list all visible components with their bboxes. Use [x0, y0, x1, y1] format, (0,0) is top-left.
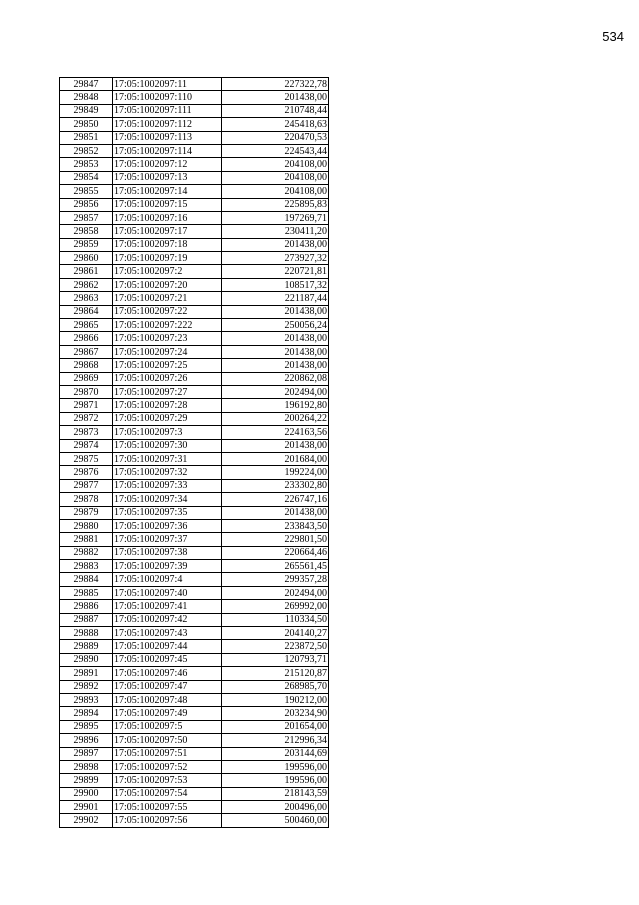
cadastral-number-cell: 17:05:1002097:29 — [113, 412, 222, 425]
table-row — [60, 131, 329, 144]
row-number-cell: 29866 — [60, 332, 113, 345]
cadastral-number-cell: 17:05:1002097:13 — [113, 171, 222, 184]
value-cell: 202494,00 — [222, 586, 329, 599]
cadastral-number-cell: 17:05:1002097:32 — [113, 466, 222, 479]
table-row — [60, 720, 329, 733]
cadastral-number-cell: 17:05:1002097:49 — [113, 707, 222, 720]
table-row — [60, 265, 329, 278]
row-number-cell: 29898 — [60, 760, 113, 773]
table-row — [60, 439, 329, 452]
cadastral-number-cell: 17:05:1002097:24 — [113, 345, 222, 358]
table-row — [60, 225, 329, 238]
table-row — [60, 707, 329, 720]
cadastral-number-cell: 17:05:1002097:41 — [113, 600, 222, 613]
value-cell: 218143,59 — [222, 787, 329, 800]
row-number-cell: 29876 — [60, 466, 113, 479]
cadastral-number-cell: 17:05:1002097:28 — [113, 399, 222, 412]
value-cell: 212996,34 — [222, 734, 329, 747]
cadastral-number-cell: 17:05:1002097:52 — [113, 760, 222, 773]
value-cell: 202494,00 — [222, 385, 329, 398]
value-cell: 245418,63 — [222, 118, 329, 131]
cadastral-number-cell: 17:05:1002097:14 — [113, 185, 222, 198]
value-cell: 224163,56 — [222, 426, 329, 439]
table-row — [60, 640, 329, 653]
row-number-cell: 29902 — [60, 814, 113, 827]
cadastral-number-cell: 17:05:1002097:23 — [113, 332, 222, 345]
cadastral-number-cell: 17:05:1002097:47 — [113, 680, 222, 693]
row-number-cell: 29851 — [60, 131, 113, 144]
table-row — [60, 292, 329, 305]
table-row — [60, 787, 329, 800]
value-cell: 220470,53 — [222, 131, 329, 144]
cadastral-number-cell: 17:05:1002097:25 — [113, 359, 222, 372]
value-cell: 204108,00 — [222, 185, 329, 198]
table-row — [60, 586, 329, 599]
row-number-cell: 29896 — [60, 734, 113, 747]
value-cell: 200264,22 — [222, 412, 329, 425]
cadastral-number-cell: 17:05:1002097:11 — [113, 78, 222, 91]
row-number-cell: 29873 — [60, 426, 113, 439]
cadastral-number-cell: 17:05:1002097:3 — [113, 426, 222, 439]
row-number-cell: 29875 — [60, 452, 113, 465]
value-cell: 226747,16 — [222, 493, 329, 506]
row-number-cell: 29887 — [60, 613, 113, 626]
cadastral-number-cell: 17:05:1002097:51 — [113, 747, 222, 760]
table-row — [60, 801, 329, 814]
value-cell: 199596,00 — [222, 760, 329, 773]
value-cell: 199224,00 — [222, 466, 329, 479]
table-row — [60, 198, 329, 211]
row-number-cell: 29871 — [60, 399, 113, 412]
cadastral-number-cell: 17:05:1002097:17 — [113, 225, 222, 238]
value-cell: 110334,50 — [222, 613, 329, 626]
cadastral-number-cell: 17:05:1002097:50 — [113, 734, 222, 747]
table-row — [60, 345, 329, 358]
cadastral-number-cell: 17:05:1002097:46 — [113, 667, 222, 680]
value-cell: 201438,00 — [222, 506, 329, 519]
cadastral-number-cell: 17:05:1002097:16 — [113, 211, 222, 224]
row-number-cell: 29870 — [60, 385, 113, 398]
table-row — [60, 91, 329, 104]
table-row — [60, 519, 329, 532]
table-row — [60, 78, 329, 91]
row-number-cell: 29854 — [60, 171, 113, 184]
row-number-cell: 29892 — [60, 680, 113, 693]
row-number-cell: 29872 — [60, 412, 113, 425]
value-cell: 220664,46 — [222, 546, 329, 559]
value-cell: 227322,78 — [222, 78, 329, 91]
row-number-cell: 29848 — [60, 91, 113, 104]
row-number-cell: 29884 — [60, 573, 113, 586]
row-number-cell: 29895 — [60, 720, 113, 733]
value-cell: 299357,28 — [222, 573, 329, 586]
table-row — [60, 104, 329, 117]
cadastral-number-cell: 17:05:1002097:113 — [113, 131, 222, 144]
cadastral-number-cell: 17:05:1002097:110 — [113, 91, 222, 104]
row-number-cell: 29890 — [60, 653, 113, 666]
row-number-cell: 29847 — [60, 78, 113, 91]
table-row — [60, 667, 329, 680]
table-row — [60, 372, 329, 385]
cadastral-number-cell: 17:05:1002097:4 — [113, 573, 222, 586]
row-number-cell: 29864 — [60, 305, 113, 318]
row-number-cell: 29878 — [60, 493, 113, 506]
row-number-cell: 29897 — [60, 747, 113, 760]
cadastral-number-cell: 17:05:1002097:48 — [113, 693, 222, 706]
cadastral-number-cell: 17:05:1002097:12 — [113, 158, 222, 171]
value-cell: 265561,45 — [222, 560, 329, 573]
value-cell: 204108,00 — [222, 158, 329, 171]
row-number-cell: 29880 — [60, 519, 113, 532]
value-cell: 201438,00 — [222, 359, 329, 372]
value-cell: 229801,50 — [222, 533, 329, 546]
value-cell: 269992,00 — [222, 600, 329, 613]
value-cell: 203234,90 — [222, 707, 329, 720]
row-number-cell: 29863 — [60, 292, 113, 305]
cadastral-number-cell: 17:05:1002097:20 — [113, 278, 222, 291]
value-cell: 201438,00 — [222, 305, 329, 318]
cadastral-number-cell: 17:05:1002097:27 — [113, 385, 222, 398]
table-row — [60, 493, 329, 506]
table-row — [60, 332, 329, 345]
table-row — [60, 573, 329, 586]
value-cell: 221187,44 — [222, 292, 329, 305]
value-cell: 233302,80 — [222, 479, 329, 492]
value-cell: 203144,69 — [222, 747, 329, 760]
row-number-cell: 29888 — [60, 627, 113, 640]
row-number-cell: 29893 — [60, 693, 113, 706]
table-row — [60, 452, 329, 465]
table-row — [60, 359, 329, 372]
table-row — [60, 211, 329, 224]
row-number-cell: 29858 — [60, 225, 113, 238]
row-number-cell: 29877 — [60, 479, 113, 492]
table-row — [60, 560, 329, 573]
table-row — [60, 466, 329, 479]
value-cell: 108517,32 — [222, 278, 329, 291]
row-number-cell: 29862 — [60, 278, 113, 291]
table-body — [60, 78, 329, 828]
row-number-cell: 29879 — [60, 506, 113, 519]
row-number-cell: 29856 — [60, 198, 113, 211]
value-cell: 201654,00 — [222, 720, 329, 733]
table-row — [60, 653, 329, 666]
table-row — [60, 600, 329, 613]
row-number-cell: 29883 — [60, 560, 113, 573]
cadastral-number-cell: 17:05:1002097:43 — [113, 627, 222, 640]
value-cell: 201438,00 — [222, 238, 329, 251]
cadastral-number-cell: 17:05:1002097:38 — [113, 546, 222, 559]
value-cell: 268985,70 — [222, 680, 329, 693]
table-row — [60, 305, 329, 318]
value-cell: 201438,00 — [222, 332, 329, 345]
table-row — [60, 693, 329, 706]
table-row — [60, 399, 329, 412]
value-cell: 233843,50 — [222, 519, 329, 532]
row-number-cell: 29867 — [60, 345, 113, 358]
table-row — [60, 479, 329, 492]
row-number-cell: 29899 — [60, 774, 113, 787]
row-number-cell: 29857 — [60, 211, 113, 224]
row-number-cell: 29852 — [60, 144, 113, 157]
cadastral-number-cell: 17:05:1002097:37 — [113, 533, 222, 546]
row-number-cell: 29853 — [60, 158, 113, 171]
table-row — [60, 734, 329, 747]
value-cell: 225895,83 — [222, 198, 329, 211]
value-cell: 190212,00 — [222, 693, 329, 706]
table-row — [60, 238, 329, 251]
row-number-cell: 29849 — [60, 104, 113, 117]
cadastral-number-cell: 17:05:1002097:222 — [113, 319, 222, 332]
cadastral-number-cell: 17:05:1002097:112 — [113, 118, 222, 131]
cadastral-number-cell: 17:05:1002097:31 — [113, 452, 222, 465]
cadastral-number-cell: 17:05:1002097:35 — [113, 506, 222, 519]
table-row — [60, 627, 329, 640]
value-cell: 201438,00 — [222, 345, 329, 358]
row-number-cell: 29882 — [60, 546, 113, 559]
value-cell: 120793,71 — [222, 653, 329, 666]
cadastral-value-table — [59, 77, 329, 828]
cadastral-number-cell: 17:05:1002097:15 — [113, 198, 222, 211]
cadastral-number-cell: 17:05:1002097:5 — [113, 720, 222, 733]
row-number-cell: 29859 — [60, 238, 113, 251]
table-row — [60, 252, 329, 265]
row-number-cell: 29855 — [60, 185, 113, 198]
table-row — [60, 680, 329, 693]
value-cell: 230411,20 — [222, 225, 329, 238]
cadastral-number-cell: 17:05:1002097:114 — [113, 144, 222, 157]
value-cell: 220721,81 — [222, 265, 329, 278]
value-cell: 201438,00 — [222, 91, 329, 104]
row-number-cell: 29889 — [60, 640, 113, 653]
table-row — [60, 144, 329, 157]
row-number-cell: 29874 — [60, 439, 113, 452]
table-row — [60, 185, 329, 198]
value-cell: 273927,32 — [222, 252, 329, 265]
table-row — [60, 533, 329, 546]
table-row — [60, 412, 329, 425]
cadastral-number-cell: 17:05:1002097:111 — [113, 104, 222, 117]
cadastral-number-cell: 17:05:1002097:45 — [113, 653, 222, 666]
cadastral-number-cell: 17:05:1002097:44 — [113, 640, 222, 653]
cadastral-number-cell: 17:05:1002097:40 — [113, 586, 222, 599]
value-cell: 199596,00 — [222, 774, 329, 787]
row-number-cell: 29891 — [60, 667, 113, 680]
cadastral-number-cell: 17:05:1002097:34 — [113, 493, 222, 506]
value-cell: 200496,00 — [222, 801, 329, 814]
table-row — [60, 814, 329, 827]
table-row — [60, 760, 329, 773]
cadastral-number-cell: 17:05:1002097:30 — [113, 439, 222, 452]
cadastral-number-cell: 17:05:1002097:22 — [113, 305, 222, 318]
cadastral-number-cell: 17:05:1002097:33 — [113, 479, 222, 492]
table-row — [60, 774, 329, 787]
value-cell: 250056,24 — [222, 319, 329, 332]
value-cell: 210748,44 — [222, 104, 329, 117]
value-cell: 215120,87 — [222, 667, 329, 680]
value-cell: 224543,44 — [222, 144, 329, 157]
table-row — [60, 278, 329, 291]
row-number-cell: 29865 — [60, 319, 113, 332]
table-row — [60, 613, 329, 626]
cadastral-number-cell: 17:05:1002097:19 — [113, 252, 222, 265]
table-row — [60, 546, 329, 559]
cadastral-number-cell: 17:05:1002097:54 — [113, 787, 222, 800]
row-number-cell: 29901 — [60, 801, 113, 814]
value-cell: 204140,27 — [222, 627, 329, 640]
table-row — [60, 171, 329, 184]
value-cell: 220862,08 — [222, 372, 329, 385]
row-number-cell: 29900 — [60, 787, 113, 800]
value-cell: 201684,00 — [222, 452, 329, 465]
table-row — [60, 118, 329, 131]
page-number: 534 — [602, 29, 624, 44]
row-number-cell: 29860 — [60, 252, 113, 265]
value-cell: 204108,00 — [222, 171, 329, 184]
row-number-cell: 29885 — [60, 586, 113, 599]
value-cell: 201438,00 — [222, 439, 329, 452]
value-cell: 196192,80 — [222, 399, 329, 412]
value-cell: 197269,71 — [222, 211, 329, 224]
row-number-cell: 29869 — [60, 372, 113, 385]
row-number-cell: 29850 — [60, 118, 113, 131]
cadastral-number-cell: 17:05:1002097:36 — [113, 519, 222, 532]
cadastral-number-cell: 17:05:1002097:18 — [113, 238, 222, 251]
cadastral-number-cell: 17:05:1002097:39 — [113, 560, 222, 573]
table-row — [60, 319, 329, 332]
row-number-cell: 29894 — [60, 707, 113, 720]
cadastral-number-cell: 17:05:1002097:26 — [113, 372, 222, 385]
table-row — [60, 506, 329, 519]
cadastral-number-cell: 17:05:1002097:53 — [113, 774, 222, 787]
value-cell: 500460,00 — [222, 814, 329, 827]
row-number-cell: 29861 — [60, 265, 113, 278]
value-cell: 223872,50 — [222, 640, 329, 653]
cadastral-number-cell: 17:05:1002097:21 — [113, 292, 222, 305]
row-number-cell: 29886 — [60, 600, 113, 613]
table-row — [60, 426, 329, 439]
cadastral-number-cell: 17:05:1002097:55 — [113, 801, 222, 814]
table-row — [60, 385, 329, 398]
table-row — [60, 158, 329, 171]
cadastral-number-cell: 17:05:1002097:42 — [113, 613, 222, 626]
row-number-cell: 29881 — [60, 533, 113, 546]
cadastral-number-cell: 17:05:1002097:56 — [113, 814, 222, 827]
table-row — [60, 747, 329, 760]
row-number-cell: 29868 — [60, 359, 113, 372]
cadastral-number-cell: 17:05:1002097:2 — [113, 265, 222, 278]
